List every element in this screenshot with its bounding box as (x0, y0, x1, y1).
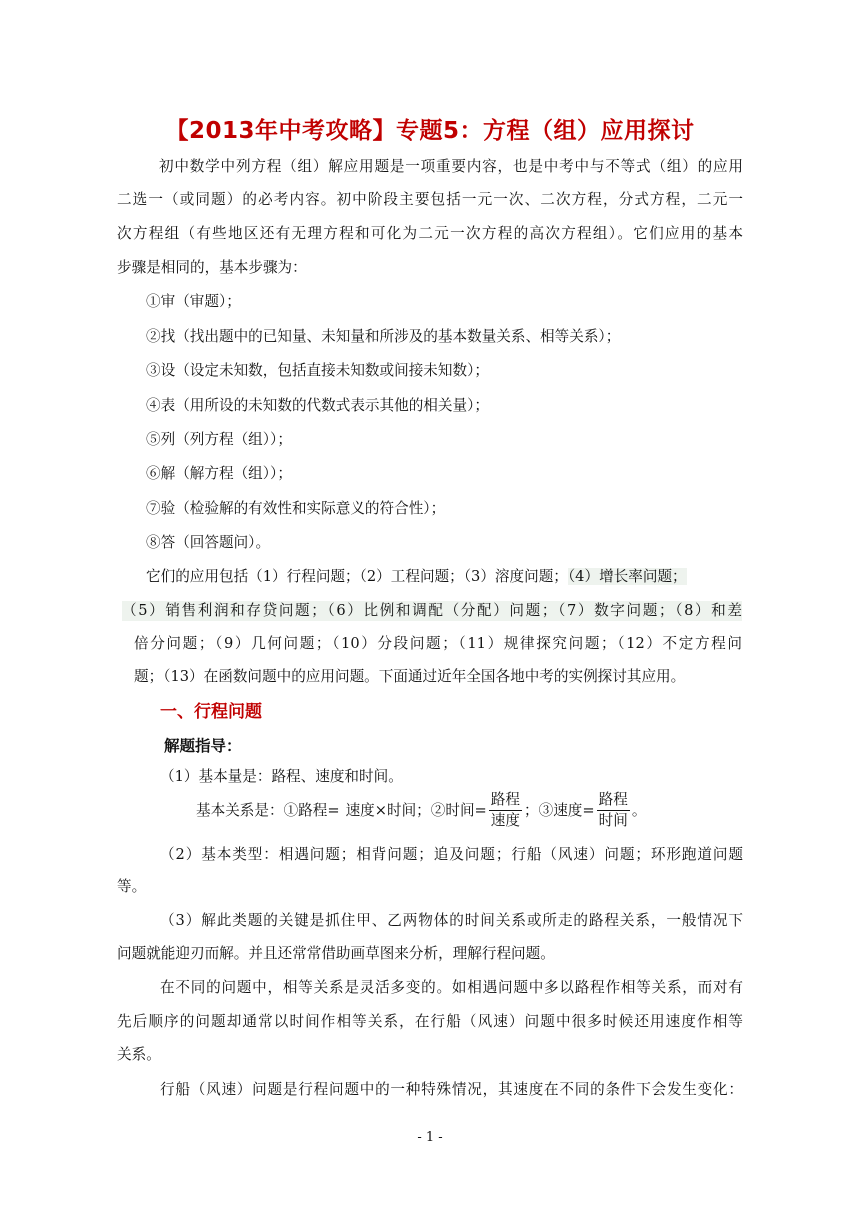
applications-line-1 (146, 567, 746, 587)
basic-types-line-1: （2）基本类型：相遇问题；相背问题；追及问题；行船（风速）问题；环形跑道问题 (160, 846, 743, 863)
applications-line-3: 倍分问题；（9）几何问题；（10）分段问题；（11）规律探究问题；（12）不定方程问 (134, 635, 742, 652)
step-item: ①审（审题）； (146, 293, 241, 310)
applications-line-4: 题；（13）在函数问题中的应用问题。下面通过近年全国各地中考的实例探讨其应用。 (134, 668, 686, 685)
key-point-line-1: （3）解此类题的关键是抓住甲、乙两物体的时间关系或所走的路程关系，一般情况下 (160, 912, 743, 929)
intro-line-2: 二选一（或同题）的必考内容。初中阶段主要包括一元一次、二次方程，分式方程，二元一 (117, 191, 743, 208)
step-item: ⑥解（解方程（组））； (146, 465, 292, 482)
applications-text-b: （4）增长率问题； (567, 568, 687, 585)
formula-term: 速度×时间；②时间= (345, 801, 487, 819)
paragraph-line: 行船（风速）问题是行程问题中的一种特殊情况，其速度在不同的条件下会发生变化： (160, 1081, 743, 1098)
step-item: ③设（设定未知数，包括直接未知数或间接未知数）； (146, 362, 489, 379)
step-item: ⑧答（回答题问）。 (146, 534, 271, 551)
fraction-speed (597, 791, 630, 830)
basic-types-line-2: 等。 (117, 878, 147, 895)
section-heading: 一、行程问题 (160, 702, 262, 722)
paragraph-line: 先后顺序的问题却通常以时间作相等关系，在行船（风速）问题中很多时候还用速度作相等 (117, 1013, 743, 1030)
paragraph-line: 在不同的问题中，相等关系是灵活多变的。如相遇问题中多以路程作相等关系，而对有 (160, 979, 743, 996)
basic-quantities: （1）基本量是：路程、速度和时间。 (160, 768, 403, 785)
intro-line-3: 次方程组（有些地区还有无理方程和可化为二元一次方程的高次方程组）。它们应用的基本 (117, 225, 743, 242)
applications-line-2: （5）销售利润和存贷问题；（6）比例和调配（分配）问题；（7）数字问题；（8）和差 (122, 602, 742, 619)
basic-relations-formula (196, 791, 646, 830)
paragraph-line: 关系。 (117, 1046, 161, 1063)
intro-line-4: 步骤是相同的，基本步骤为： (117, 259, 307, 276)
intro-line-1: 初中数学中列方程（组）解应用题是一项重要内容，也是中考中与不等式（组）的应用 (159, 158, 743, 175)
step-item: ②找（找出题中的已知量、未知量和所涉及的基本数量关系、相等关系）； (146, 328, 621, 345)
fraction-numerator: 路程 (597, 791, 630, 811)
formula-end: 。 (631, 801, 647, 819)
fraction-numerator: 路程 (489, 791, 522, 811)
key-point-line-2: 问题就能迎刃而解。并且还常常借助画草图来分析，理解行程问题。 (117, 945, 555, 962)
formula-prefix: 基本关系是：①路程= (196, 801, 340, 819)
fraction-denominator: 速度 (490, 812, 520, 829)
applications-text-a: 它们的应用包括（1）行程问题；（2）工程问题；（3）溶度问题； (146, 568, 568, 585)
fraction-time (489, 791, 522, 830)
step-item: ⑦验（检验解的有效性和实际意义的符合性）； (146, 500, 446, 517)
guide-heading: 解题指导： (164, 737, 242, 755)
page-number: - 1 - (417, 1130, 443, 1145)
step-item: ⑤列（列方程（组））； (146, 431, 292, 448)
fraction-denominator: 时间 (598, 812, 628, 829)
page-title: 【2013年中考攻略】专题5：方程（组）应用探讨 (165, 118, 695, 144)
formula-mid: ；③速度= (524, 801, 595, 819)
step-item: ④表（用所设的未知数的代数式表示其他的相关量）； (146, 397, 489, 414)
